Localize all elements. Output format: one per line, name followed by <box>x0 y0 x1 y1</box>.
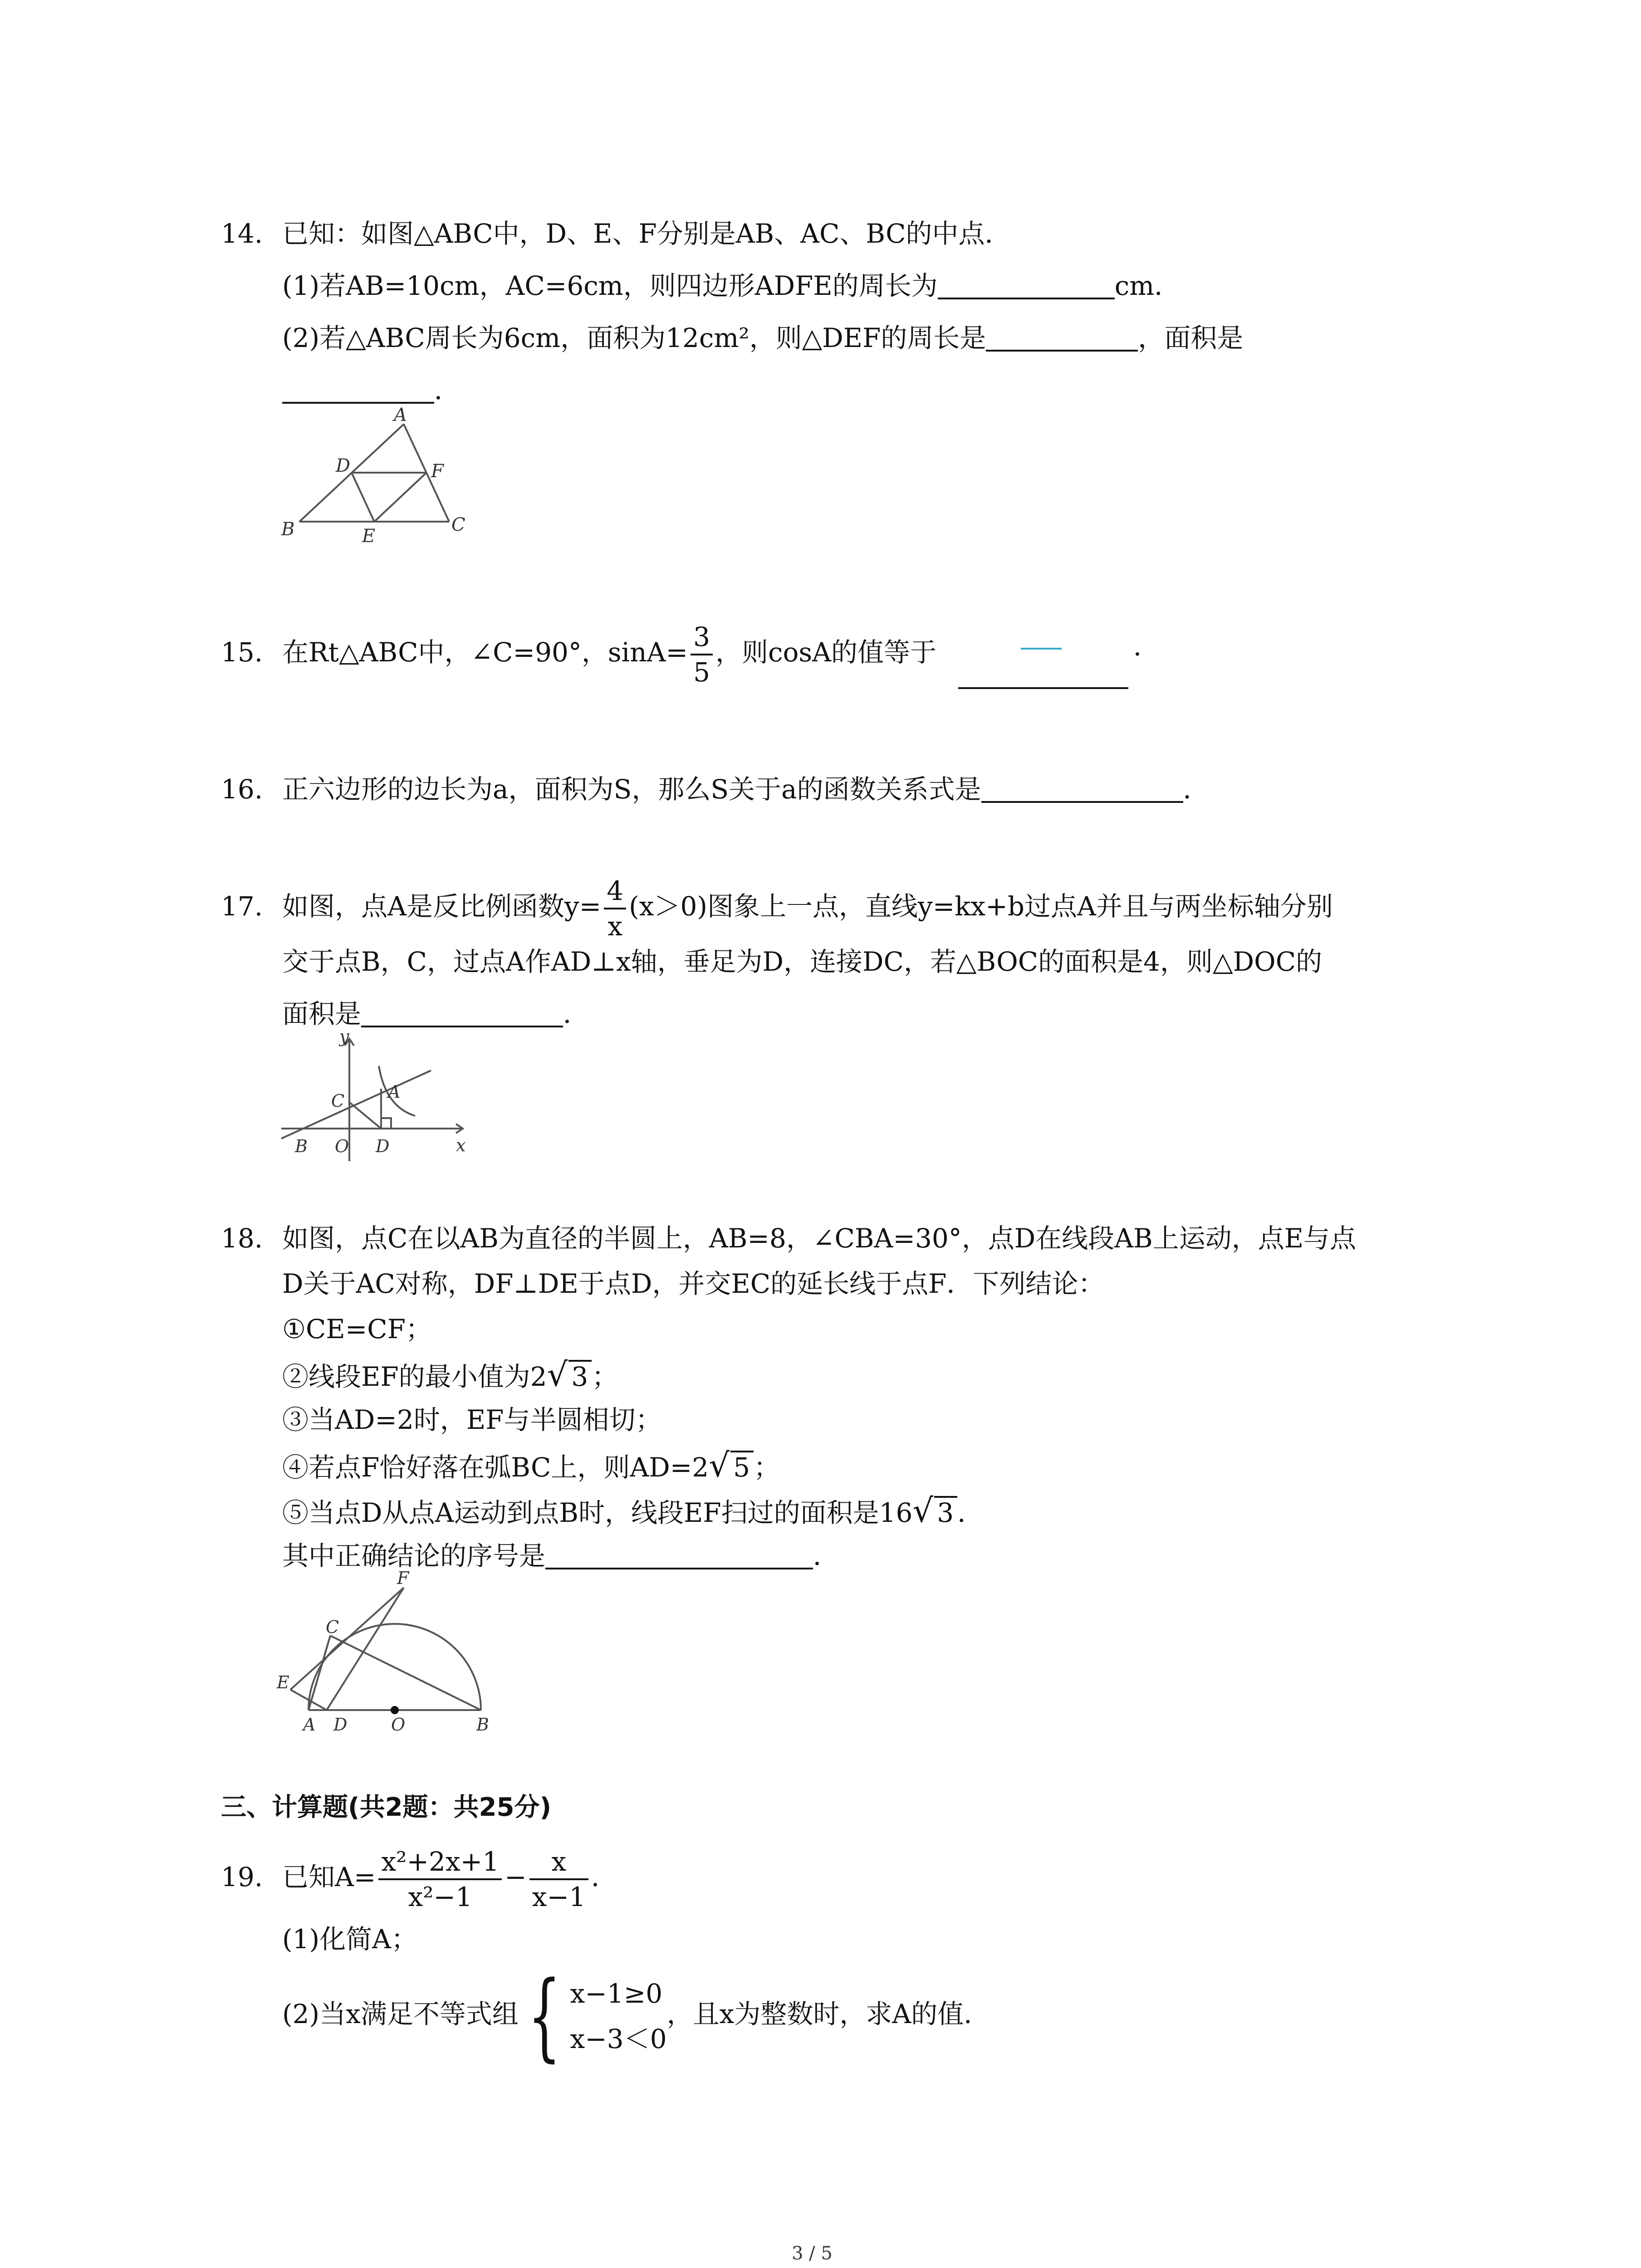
q17-line3: 面积是 ． <box>282 998 590 1029</box>
q19-line1: 19. 已知A= $\frac{\text{x²+2x+1}}{\text{x²−1}}$ − $\frac{x}{x-1}$ ． <box>221 1846 617 1912</box>
q14-label-f: F <box>431 461 444 482</box>
q14-part2: (2)若△ABC周长为6cm，面积为12cm²，则△DEF的周长是 ，面积是 <box>282 323 1244 353</box>
q18-label-f: F <box>397 1569 409 1588</box>
q15-answer-hint-line <box>1021 648 1062 650</box>
q18-conclusion-5: ⑤当点D从点A运动到点B时，线段EF扫过的面积是16√ 3 ． <box>282 1491 984 1530</box>
q17-label-c: C <box>331 1091 345 1111</box>
q17-fraction: $\frac{4}{x}$ <box>604 878 626 939</box>
q19-part1: (1)化简A； <box>282 1924 418 1955</box>
q14-label-c: C <box>451 514 465 535</box>
q19-fraction-1: $\frac{\text{x²+2x+1}}{\text{x²−1}}$ <box>378 1848 502 1910</box>
q14-label-b: B <box>281 519 295 540</box>
q14-label-d: D <box>336 455 351 476</box>
q15-blank[interactable] <box>958 678 1128 689</box>
q14-blank-3[interactable] <box>282 375 434 404</box>
q18-semicircle-figure <box>272 1569 508 1737</box>
q19-part2: (2)当x满足不等式组{ x−1≥0 x−3＜0 ，且x为整数时，求A的值． <box>282 1960 990 2072</box>
q18-label-o: O <box>391 1715 406 1735</box>
q14-blank-2[interactable] <box>986 323 1138 352</box>
q18-line1: 18. 如图，点C在以AB为直径的半圆上，AB=8，∠CBA=30°，点D在线段AB上运动，点E与点 <box>221 1223 1357 1254</box>
q18-label-d: D <box>333 1715 348 1735</box>
q14-label-a: A <box>394 405 407 425</box>
q18-conclusion-1: ①CE=CF； <box>282 1314 432 1344</box>
q14-triangle-figure <box>272 404 481 553</box>
q19-fraction-2: $\frac{x}{x-1}$ <box>529 1848 588 1910</box>
q18-label-a: A <box>303 1715 316 1735</box>
q17-graph-figure <box>272 1030 481 1166</box>
q17-line1: 17. 如图，点A是反比例函数y= $\frac{4}{x}$ (x＞0)图象上一点，直线y=kx+b过点A并且与两坐标轴分别 <box>221 875 1333 942</box>
q18-line2: D关于AC对称，DF⊥DE于点D，并交EC的延长线于点F．下列结论： <box>282 1268 1105 1299</box>
q15-end: ． <box>1133 631 1160 662</box>
q15-line: 15. 在Rt△ABC中，∠C=90°，sinA= $\frac{3}{5}$ ，则cosA的值等于 <box>221 621 937 688</box>
q16-blank[interactable] <box>981 774 1183 803</box>
q15-fraction: $\frac{3}{5}$ <box>691 624 713 685</box>
q17-label-a: A <box>388 1082 401 1102</box>
q17-label-d: D <box>376 1136 390 1156</box>
q17-label-o: O <box>335 1136 349 1156</box>
q18-label-e: E <box>277 1672 289 1692</box>
q14-part2-cont: ． <box>282 367 460 413</box>
page-number: 3 / 5 <box>792 2243 833 2264</box>
q17-label-b: B <box>295 1136 308 1156</box>
q14-label-e: E <box>362 526 376 547</box>
q17-label-y: y <box>339 1030 349 1046</box>
q18-conclusion-4: ④若点F恰好落在弧BC上，则AD=2√ 5 ； <box>282 1446 780 1484</box>
q18-label-b: B <box>476 1715 489 1735</box>
section-3-title: 三、计算题(共2题：共25分) <box>221 1793 552 1822</box>
q18-blank[interactable] <box>545 1540 813 1569</box>
q16-line: 16. 正六边形的边长为a，面积为S，那么S关于a的函数关系式是 ． <box>221 774 1210 805</box>
q18-ask: 其中正确结论的序号是 ． <box>282 1540 840 1571</box>
q14-stem: 14. 已知：如图△ABC中，D、E、F分别是AB、AC、BC的中点． <box>221 218 1011 249</box>
q18-label-c: C <box>326 1617 339 1637</box>
q17-label-x: x <box>456 1135 466 1155</box>
q17-blank[interactable] <box>361 998 563 1027</box>
q14-blank-1[interactable] <box>938 270 1115 299</box>
q18-conclusion-2: ②线段EF的最小值为2√ 3 ； <box>282 1355 618 1393</box>
q17-line2: 交于点B，C，过点A作AD⊥x轴，垂足为D，连接DC，若△BOC的面积是4，则△DOC的 <box>282 946 1323 977</box>
q14-part1: (1)若AB=10cm，AC=6cm，则四边形ADFE的周长为 cm． <box>282 270 1181 301</box>
q19-inequality-system: x−1≥0 x−3＜0 <box>570 1978 667 2054</box>
q18-conclusion-3: ③当AD=2时，EF与半圆相切； <box>282 1404 662 1435</box>
